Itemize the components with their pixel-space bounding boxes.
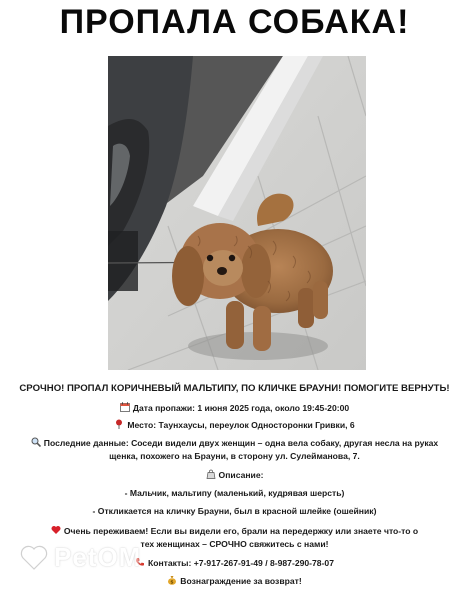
bag-icon: [206, 469, 216, 479]
dog-photo: [108, 56, 366, 370]
description-heading: [14, 469, 455, 482]
headline: СРОЧНО! ПРОПАЛ КОРИЧНЕВЫЙ МАЛЬТИПУ, ПО КЛИЧКЕ БРАУНИ! ПОМОГИТЕ ВЕРНУТЬ!: [19, 383, 450, 394]
svg-text:$: $: [170, 580, 174, 585]
reward-line: [14, 575, 455, 588]
description-item-1: - Мальчик, мальтипу (маленький, кудрявая шерсть): [124, 488, 345, 498]
plea-block: [14, 525, 455, 551]
description-label: Описание:: [218, 470, 264, 480]
place-text: Место: Таунхаусы, переулок Односторонки Гривки, 6: [127, 420, 355, 430]
description-item-2: - Откликается на кличку Брауни, был в красной шлейке (ошейник): [92, 506, 377, 516]
last-seen-text-2: щенка, похожего на Брауни, в сторону ул. Сулейманова, 7.: [109, 451, 360, 461]
place-line: [14, 419, 455, 432]
magnifier-icon: [31, 437, 41, 447]
heart-icon: [51, 525, 61, 535]
plea-text-2: тех женщинах – СРОЧНО свяжитесь с нами!: [140, 539, 329, 549]
phone-icon: [135, 557, 145, 567]
last-seen-block: [14, 437, 455, 463]
contacts-line: [14, 557, 455, 570]
contacts-text: Контакты: +7-917-267-91-49 / 8-987-290-78-07: [148, 558, 334, 568]
last-seen-text-1: Последние данные: Соседи видели двух женщин – одна вела собаку, другая несла на руках: [43, 438, 439, 448]
calendar-icon: [120, 402, 130, 412]
watermark-text: PetOM: [54, 542, 142, 572]
pin-icon: [114, 419, 124, 429]
reward-text: Вознаграждение за возврат!: [180, 576, 302, 586]
date-text: Дата пропажи: 1 июня 2025 года, около 19:45-20:00: [132, 403, 350, 413]
date-line: [14, 402, 455, 415]
money-bag-icon: [167, 575, 177, 585]
plea-text-1: Очень переживаем! Если вы видели его, брали на передержку или знаете что-то о: [63, 526, 419, 536]
poster-title: ПРОПАЛА СОБАКА!: [59, 3, 410, 41]
